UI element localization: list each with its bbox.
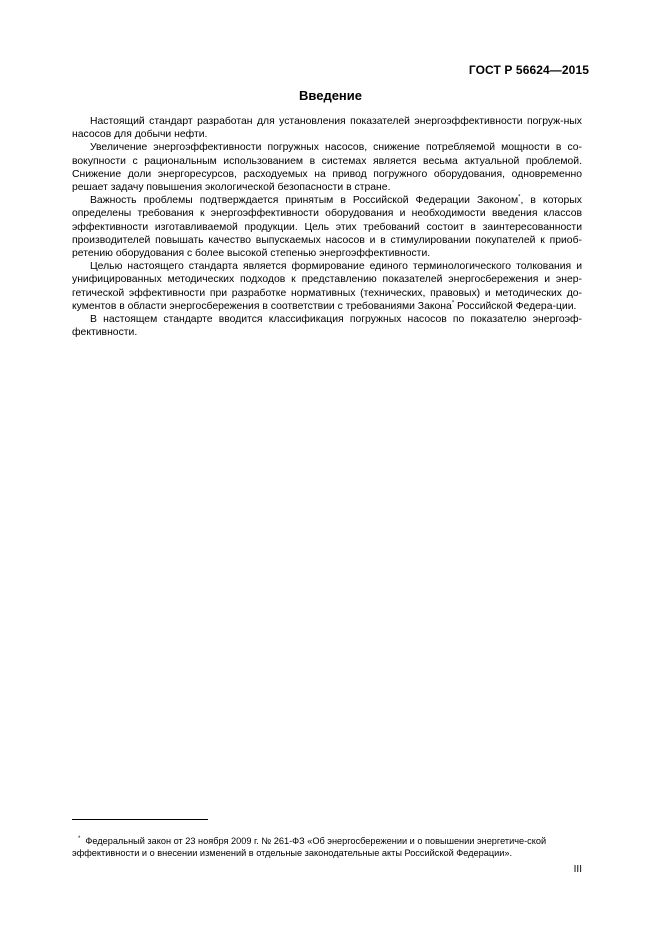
document-body (72, 115, 582, 339)
page-title: Введение (299, 88, 362, 103)
paragraph-5: В настоящем стандарте вводится классификация погружных насосов по показателю энергоэф-фективности. (72, 314, 582, 339)
footnote-mark: * (78, 835, 81, 842)
paragraph-4-text-before: Целью настоящего стандарта является формирование единого терминологического толкования и унифицированных методических подходов к представлению показателей энергосбережения и энер-гетической эффективности при разработке нормативных (технических, правовых) и методических до-кументов в области энергосбережения в соответствии с требованиями Закона (72, 261, 582, 312)
footnote-reference-mark: * (518, 194, 521, 201)
paragraph-4-text-after: Российской Федера-ции. (454, 300, 577, 312)
paragraph-2: Увеличение энергоэффективности погружных насосов, снижение потребляемой мощности в со-вокупности с рациональным использованием в системах является весьма актуальной проблемой. Снижение доли энергоресурсов, расходуемых на привод погружного оборудования, одновременно решает задачу повышения экологической безопасности в стране. (72, 142, 582, 194)
paragraph-3-text-before: Важность проблемы подтверждается принятым в Российской Федерации Законом (90, 195, 519, 207)
footnote (72, 835, 560, 859)
page-number: III (573, 864, 582, 875)
standard-code: ГОСТ Р 56624—2015 (468, 63, 589, 77)
paragraph-3 (72, 194, 582, 260)
footnote-divider (72, 819, 208, 820)
footnote-text: Федеральный закон от 23 ноября 2009 г. № 261-ФЗ «Об энергосбережении и о повышении энергетиче-ской эффективности и о внесении изменений в отдельные законодательные акты Российской Федерации». (72, 836, 547, 858)
footnote-reference-mark: * (451, 300, 455, 307)
paragraph-3-text-after: , в которых определены требования к энергоэффективности оборудования и необходимости введения классов эффективности изготавливаемой продукции. Цель этих требований состоит в заинтересованности производителей повышать качество выпускаемых насосов и в стимулировании покупателей к приоб-ретению оборудования с более высокой степенью энергоэффективности. (72, 195, 582, 260)
paragraph-4 (72, 260, 582, 313)
paragraph-1: Настоящий стандарт разработан для установления показателей энергоэффективности погруж-ных насосов для добычи нефти. (72, 116, 582, 141)
